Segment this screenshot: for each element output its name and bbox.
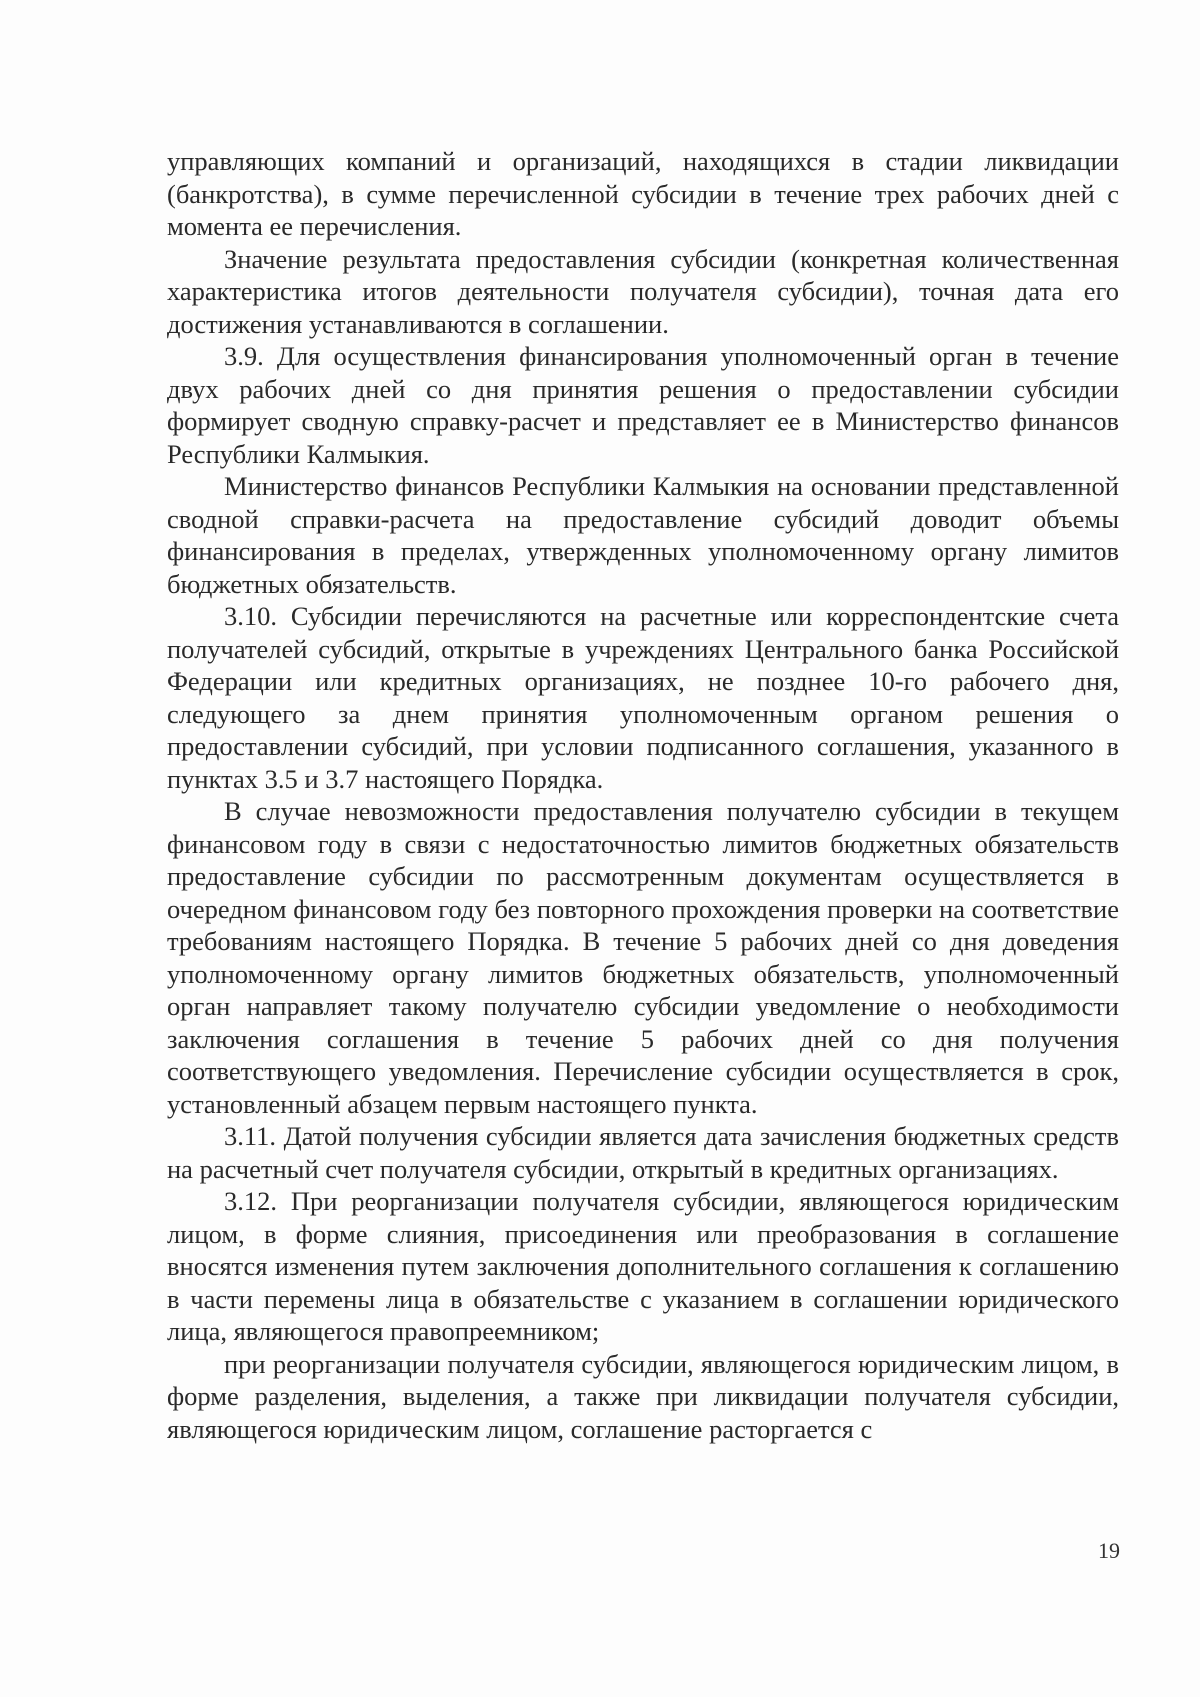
paragraph: 3.10. Субсидии перечисляются на расчетные или корреспондентские счета получателей субсидий, открытые в учреждениях Центрального банка Российской Федерации или кредитных организациях, не позднее 10-го рабочего дня, следующего за днем принятия уполномоченным органом решения о предоставлении субсидий, при условии подписанного соглашения, указанного в пунктах 3.5 и 3.7 настоящего Порядка.	[167, 601, 1119, 794]
paragraph: 3.12. При реорганизации получателя субсидии, являющегося юридическим лицом, в форме слияния, присоединения или преобразования в соглашение вносятся изменения путем заключения дополнительного соглашения к соглашению в части перемены лица в обязательстве с указанием в соглашении юридического лица, являющегося правопреемником;	[167, 1186, 1119, 1346]
paragraph: В случае невозможности предоставления получателю субсидии в текущем финансовом году в связи с недостаточностью лимитов бюджетных обязательств предоставление субсидии по рассмотренным документам осуществляется в очередном финансовом году без повторного прохождения проверки на соответствие требованиям настоящего Порядка. В течение 5 рабочих дней со дня доведения уполномоченному органу лимитов бюджетных обязательств, уполномоченный орган направляет такому получателю субсидии уведомление о необходимости заключения соглашения в течение 5 рабочих дней со дня получения соответствующего уведомления. Перечисление субсидии осуществляется в срок, установленный абзацем первым настоящего пункта.	[167, 796, 1119, 1119]
page-number: 19	[1098, 1538, 1120, 1563]
paragraph: Значение результата предоставления субсидии (конкретная количественная характеристика итогов деятельности получателя субсидии), точная дата его достижения устанавливаются в соглашении.	[167, 243, 1119, 339]
paragraph: 3.9. Для осуществления финансирования уполномоченный орган в течение двух рабочих дней со дня принятия решения о предоставлении субсидии формирует сводную справку-расчет и представляет ее в Министерство финансов Республики Калмыкия.	[167, 341, 1119, 469]
paragraph: при реорганизации получателя субсидии, являющегося юридическим лицом, в форме разделения, выделения, а также при ликвидации получателя субсидии, являющегося юридическим лицом, соглашение расторгается с	[167, 1348, 1119, 1444]
paragraph: управляющих компаний и организаций, находящихся в стадии ликвидации (банкротства), в сумме перечисленной субсидии в течение трех рабочих дней с момента ее перечисления.	[167, 146, 1119, 241]
paragraph: 3.11. Датой получения субсидии является дата зачисления бюджетных средств на расчетный счет получателя субсидии, открытый в кредитных организациях.	[167, 1121, 1119, 1184]
paragraph: Министерство финансов Республики Калмыкия на основании представленной сводной справки-расчета на предоставление субсидий доводит объемы финансирования в пределах, утвержденных уполномоченному органу лимитов бюджетных обязательств.	[167, 471, 1119, 599]
document-body	[167, 145, 1119, 1445]
